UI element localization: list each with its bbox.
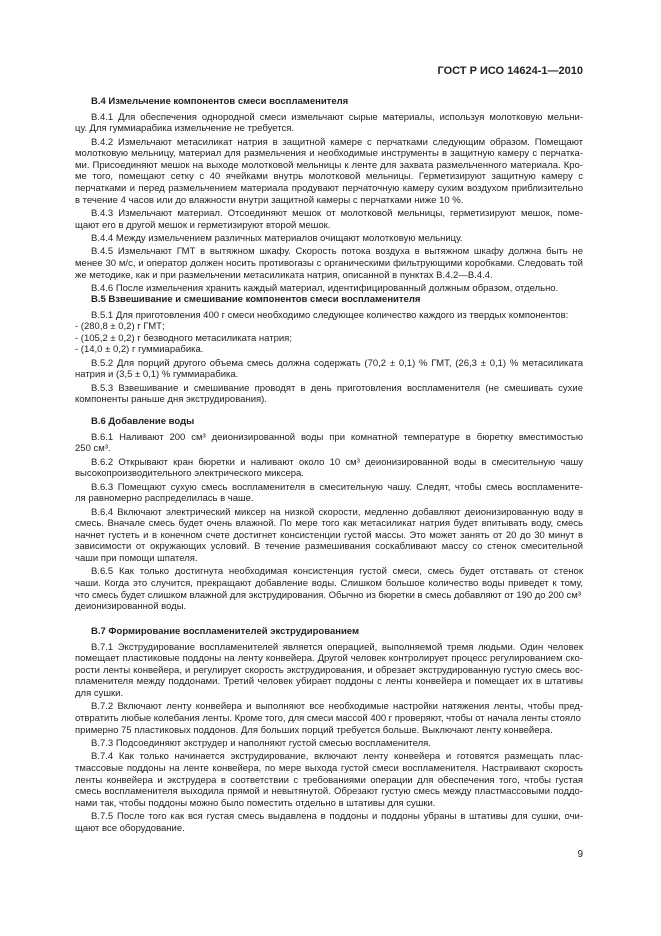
page-number: 9 bbox=[577, 849, 583, 860]
text-line: В.4.5 Измельчают ГМТ в вытяжном шкафу. Скорость потока воздуха в вытяжном шкафу должна быть не bbox=[91, 246, 583, 258]
text-line: В.4.1 Для обеспечения однородной смеси измельчают сырые материалы, используя молотковую мельни- bbox=[91, 111, 583, 123]
section-b5 bbox=[75, 294, 583, 406]
text-line: что смесь будет слишком влажной для экструдирования. Обычно из бюретки в смесь добавляют от 190 до 200 см³ bbox=[75, 589, 581, 601]
section-body bbox=[75, 112, 583, 295]
text-line: в течение 4 часов или до влажности внутри защитной камеры с перчатками ниже 10 %. bbox=[75, 194, 464, 206]
section-body bbox=[75, 310, 583, 406]
text-line: отвратить любые колебания ленты. Кроме того, для смеси массой 400 г проверяют, чтобы от начала ленты стояло bbox=[75, 712, 581, 724]
section-heading: В.5 Взвешивание и смешивание компонентов смеси воспламенителя bbox=[91, 294, 421, 305]
text-line: В.7.1 Экструдирование воспламенителей является операцией, выполняемой тремя людьми. Один человек bbox=[91, 641, 583, 653]
text-line: смесь воспламенителя выходила прямой и невытянутой. Обрезают густую смесь между пластмассовыми поддо- bbox=[75, 786, 583, 798]
text-line: примерно 75 пластиковых поддонов. Для больших порций требуется больше. Выключают ленту конвейера. bbox=[75, 724, 553, 736]
text-line: смесь. Вначале смесь будет очень влажной. По мере того как метасиликат натрия будет впитывать воду, смесь bbox=[75, 518, 583, 530]
text-line: В.4.2 Измельчают метасиликат натрия в защитной камере с перчатками следующим образом. Помещают bbox=[91, 136, 583, 148]
list-item: - (280,8 ± 0,2) г ГМТ; bbox=[75, 321, 165, 333]
text-line: чаши. Когда это случится, прекращают добавление воды. Слишком большое количество воды приведет к тому, bbox=[75, 577, 583, 589]
paragraph bbox=[75, 208, 583, 231]
paragraph bbox=[75, 751, 583, 809]
section-b7 bbox=[75, 626, 583, 834]
paragraph bbox=[75, 457, 583, 480]
text-line: компоненты раньше дня экструдирования). bbox=[75, 394, 267, 406]
text-line: ленты конвейера и экструдера в соответствии с требованиями операции для обеспечения того, чтобы густая bbox=[75, 774, 583, 786]
text-line: рости ленты конвейера, и регулирует скорость экструдирования, и обрезает экструдированную густую смесь вос- bbox=[75, 664, 583, 676]
paragraph bbox=[75, 358, 583, 381]
text-line: нами так, чтобы поддоны можно было поместить отдельно в штативы для сушки. bbox=[75, 797, 436, 809]
text-line: В.6.2 Открывают кран бюретки и наливают около 10 см³ деионизированной воды в смесительную чашу bbox=[91, 456, 583, 468]
paragraph bbox=[75, 507, 583, 565]
text-line: щают все оборудование. bbox=[75, 822, 185, 834]
paragraph bbox=[75, 137, 583, 207]
bullet-list bbox=[75, 321, 583, 356]
paragraph bbox=[75, 432, 583, 455]
paragraph bbox=[75, 112, 583, 135]
text-line: же методике, как и при размельчении метасиликата натрия, описанной в пунктах В.4.2—В.4.4. bbox=[75, 269, 493, 281]
text-line: ме того, помещают сетку с 40 ячейками внутрь молотковой мельницы. Герметизируют защитную камеру с bbox=[75, 171, 583, 183]
text-line: чаши при помощи шпателя. bbox=[75, 552, 198, 564]
text-line: В.6.1 Наливают 200 см³ деионизированной воды при комнатной температуре в бюретку вместимостью bbox=[91, 431, 583, 443]
text-line: менее 30 м/с, и оператор должен носить противогазы с органическими фильтрующими коробками. Следовать той bbox=[75, 257, 583, 269]
paragraph bbox=[75, 566, 583, 612]
text-line: помещает пластиковые поддоны на ленту конвейера. Другой человек контролирует процесс регулированием ско- bbox=[75, 653, 583, 665]
text-line: В.4.6 После измельчения хранить каждый материал, идентифицированный должным образом, отдельно. bbox=[91, 282, 559, 294]
paragraph bbox=[75, 642, 583, 700]
text-line: деионизированной воды. bbox=[75, 601, 187, 613]
section-body bbox=[75, 642, 583, 835]
paragraph bbox=[75, 383, 583, 406]
section-body bbox=[75, 432, 583, 613]
text-line: В.4.3 Измельчают материал. Отсоединяют мешок от молотковой мельницы, герметизируют мешок, поме- bbox=[91, 207, 583, 219]
standard-designation: ГОСТ Р ИСО 14624-1—2010 bbox=[437, 65, 583, 77]
text-line: тмассовые поддоны на ленте конвейера, по мере выхода густой смеси воспламенителя. Настраивают скорость bbox=[75, 762, 583, 774]
paragraph bbox=[75, 738, 583, 750]
section-heading: В.4 Измельчение компонентов смеси воспламенителя bbox=[91, 96, 349, 107]
paragraph bbox=[75, 701, 583, 736]
paragraph bbox=[75, 246, 583, 281]
section-b4 bbox=[75, 96, 583, 294]
list-item: - (105,2 ± 0,2) г безводного метасиликата натрия; bbox=[75, 332, 292, 344]
text-line: В.7.2 Включают ленту конвейера и выполняют все необходимые настройки натяжения ленты, чтобы пред- bbox=[91, 701, 583, 713]
paragraph bbox=[75, 482, 583, 505]
text-line: натрия и (3,5 ± 0,1) % гуммиарабика. bbox=[75, 369, 239, 381]
section-heading: В.7 Формирование воспламенителей экструдированием bbox=[91, 626, 359, 637]
paragraph bbox=[75, 283, 583, 295]
paragraph bbox=[75, 811, 583, 834]
text-line: высокопроизводительного электрического миксера. bbox=[75, 468, 304, 480]
text-line: В.5.1 Для приготовления 400 г смеси необходимо следующее количество каждого из твердых компонентов: bbox=[91, 309, 569, 321]
text-line: В.6.3 Помещают сухую смесь воспламенителя в смесительную чашу. Следят, чтобы смесь воспламените- bbox=[91, 481, 583, 493]
paragraph bbox=[75, 233, 583, 245]
text-line: В.7.4 Как только начинается экструдирование, включают ленту конвейера и готовятся размещать плас- bbox=[91, 751, 583, 763]
text-line: зависимости от окружающих условий. В течение размешивания соскабливают массу со стенок смесительной bbox=[75, 541, 583, 553]
text-line: В.6.5 Как только достигнута необходимая консистенция густой смеси, смесь будет отставать от стенок bbox=[91, 566, 583, 578]
text-line: В.5.2 Для порций другого объема смесь должна содержать (70,2 ± 0,1) % ГМТ, (26,3 ± 0,1) % метасиликата bbox=[91, 357, 583, 369]
section-heading: В.6 Добавление воды bbox=[91, 416, 195, 427]
text-line: щают его в другой мешок и герметизируют второй мешок. bbox=[75, 219, 331, 231]
list-item: - (14,0 ± 0,2) г гуммиарабика. bbox=[75, 344, 204, 356]
text-line: молотковую мельницу, материал для размельчения и необходимые инструменты в защитную камеру с перчатка- bbox=[75, 148, 583, 160]
text-line: цу. Для гуммиарабика измельчение не требуется. bbox=[75, 123, 294, 135]
text-line: 250 см³. bbox=[75, 443, 111, 455]
text-line: В.5.3 Взвешивание и смешивание проводят в день приготовления воспламенителя (не смешивать сухие bbox=[91, 382, 583, 394]
text-line: ля равномерно распределилась в чаше. bbox=[75, 493, 254, 505]
text-line: начнет густеть и в конечном счете достигнет консистенции густой массы. Это может занять от 20 до 30 минут в bbox=[75, 529, 583, 541]
paragraph bbox=[75, 310, 583, 322]
text-line: В.4.4 Между измельчением различных материалов очищают молотковую мельницу. bbox=[91, 232, 463, 244]
section-b6 bbox=[75, 416, 583, 613]
text-line: В.7.5 После того как вся густая смесь выдавлена в поддоны и поддоны убраны в штативы для сушки, очи- bbox=[91, 811, 583, 823]
text-line: В.6.4 Включают электрический миксер на низкой скорости, медленно добавляют деионизированную воду в bbox=[91, 506, 583, 518]
text-line: для сушки. bbox=[75, 687, 124, 699]
text-line: ми. Присоединяют мешок на выходе молотковой мельницы к ленте для захвата размельченного материала. Кро- bbox=[75, 159, 583, 171]
text-line: В.7.3 Подсоединяют экструдер и наполняют густой смесью воспламенителя. bbox=[91, 737, 431, 749]
text-line: пламенителя между поддонами. Третий человек убирает поддоны с ленты конвейера и помещает их в штативы bbox=[75, 676, 583, 688]
text-line: перчатками и перед размельчением материала продувают перчаточную камеру сухим воздухом приблизительно bbox=[75, 182, 583, 194]
